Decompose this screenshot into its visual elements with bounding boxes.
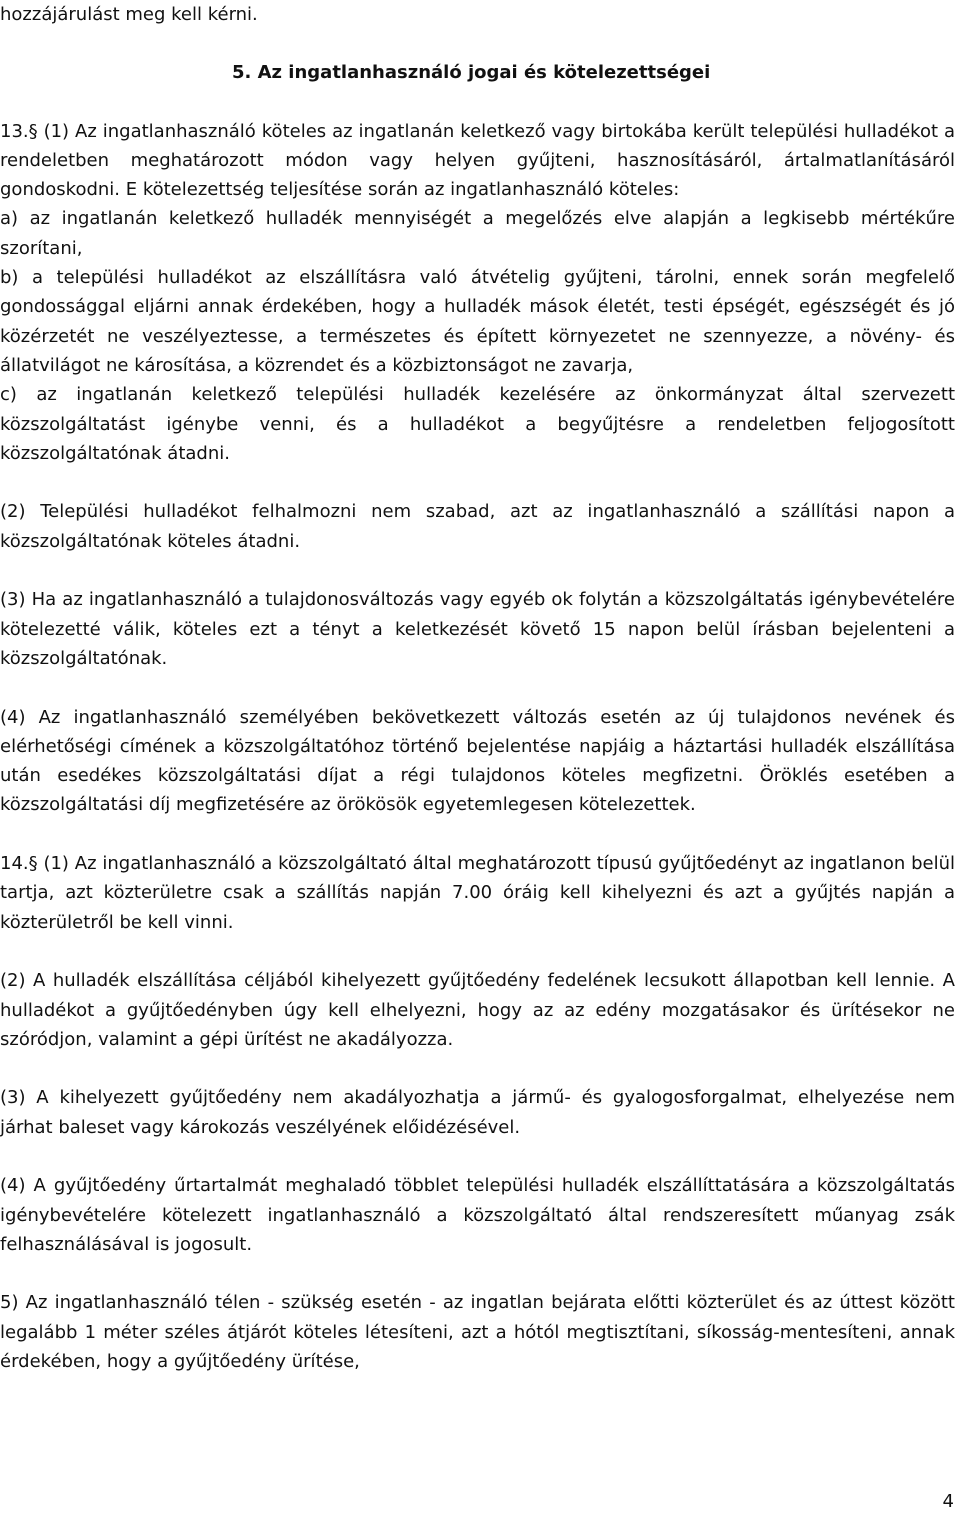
paragraph-14-5: 5) Az ingatlanhasználó télen - szükség esetén - az ingatlan bejárata előtti közterület és az úttest között legalább 1 méter széles átjárót köteles létesíteni, azt a hótól megtisztítani, síkosság-mentesíteni, annak érdekében, hogy a gyűjtőedény ürítése, xyxy=(0,1292,955,1373)
paragraph-13-1-c: c) az ingatlanán keletkező települési hulladék kezelésére az önkormányzat által szervezett közszolgáltatást igénybe venni, és a hulladékot a begyűjtésre a rendeletben feljogosított közszolgáltatónak átadni. xyxy=(0,384,955,464)
paragraph-13-1-a: a) az ingatlanán keletkező hulladék mennyiségét a megelőzés elve alapján a legkisebb mértékűre szorítani, xyxy=(0,208,955,259)
paragraph-13-3: (3) Ha az ingatlanhasználó a tulajdonosváltozás vagy egyéb ok folytán a közszolgáltatás igénybevételére kötelezetté válik, köteles ezt a tényt a keletkezését követő 15 napon belül írásban bejelenteni a közszolgáltatónak. xyxy=(0,589,955,669)
top-line: hozzájárulást meg kell kérni. xyxy=(0,4,258,25)
paragraph-14-4: (4) A gyűjtőedény űrtartalmát meghaladó többlet települési hulladék elszállíttatására a közszolgáltatás igénybevételére kötelezett ingatlanhasználó a közszolgáltató által rendszeresített műanyag zsák felhasználásával is jogosult. xyxy=(0,1175,955,1255)
paragraph-14-2: (2) A hulladék elszállítása céljából kihelyezett gyűjtőedény fedelének lecsukott állapotban kell lennie. A hulladékot a gyűjtőedényben úgy kell elhelyezni, hogy az az edény mozgatásakor és ürítésekor ne szóródjon, valamint a gépi ürítést ne akadályozza. xyxy=(0,970,955,1050)
page-number: 4 xyxy=(942,1491,954,1512)
paragraph-14-1: 14.§ (1) Az ingatlanhasználó a közszolgáltató által meghatározott típusú gyűjtőedényt az ingatlanon belül tartja, azt közterületre csak a szállítás napján 7.00 óráig kell kihelyezni és azt a gyűjtés napján a közterületről be kell vinni. xyxy=(0,853,955,933)
paragraph-13-1-b: b) a települési hulladékot az elszállításra való átvételig gyűjteni, tárolni, ennek során megfelelő gondossággal eljárni annak érdekében, hogy a hulladék mások életét, testi épségét, egészségét és jó közérzetét ne veszélyeztesse, a természetes és épített környezetet ne szennyezze, a növény- és állatvilágot ne károsítása, a közrendet és a közbiztonságot ne zavarja, xyxy=(0,267,955,376)
section-heading: 5. Az ingatlanhasználó jogai és kötelezettségei xyxy=(232,62,711,84)
paragraph-13-1: 13.§ (1) Az ingatlanhasználó köteles az ingatlanán keletkező vagy birtokába került települési hulladékot a rendeletben meghatározott módon vagy helyen gyűjteni, hasznosításáról, ártalmatlanításáról gondoskodni. E kötelezettség teljesítése során az ingatlanhasználó köteles: xyxy=(0,120,955,201)
paragraph-13-2: (2) Települési hulladékot felhalmozni nem szabad, azt az ingatlanhasználó a szállítási napon a közszolgáltatónak köteles átadni. xyxy=(0,501,955,552)
paragraph-14-3: (3) A kihelyezett gyűjtőedény nem akadályozhatja a jármű- és gyalogosforgalmat, elhelyezése nem járhat baleset vagy károkozás veszélyének előidézésével. xyxy=(0,1087,955,1138)
paragraph-13-4: (4) Az ingatlanhasználó személyében bekövetkezett változás esetén az új tulajdonos nevének és elérhetőségi címének a közszolgáltatóhoz történő bejelentése napjáig a háztartási hulladék elszállítása után esedékes közszolgáltatási díjat a régi tulajdonos köteles megfizetni. Öröklés esetében a közszolgáltatási díj megfizetésére az örökösök egyetemlegesen kötelezettek. xyxy=(0,706,955,816)
